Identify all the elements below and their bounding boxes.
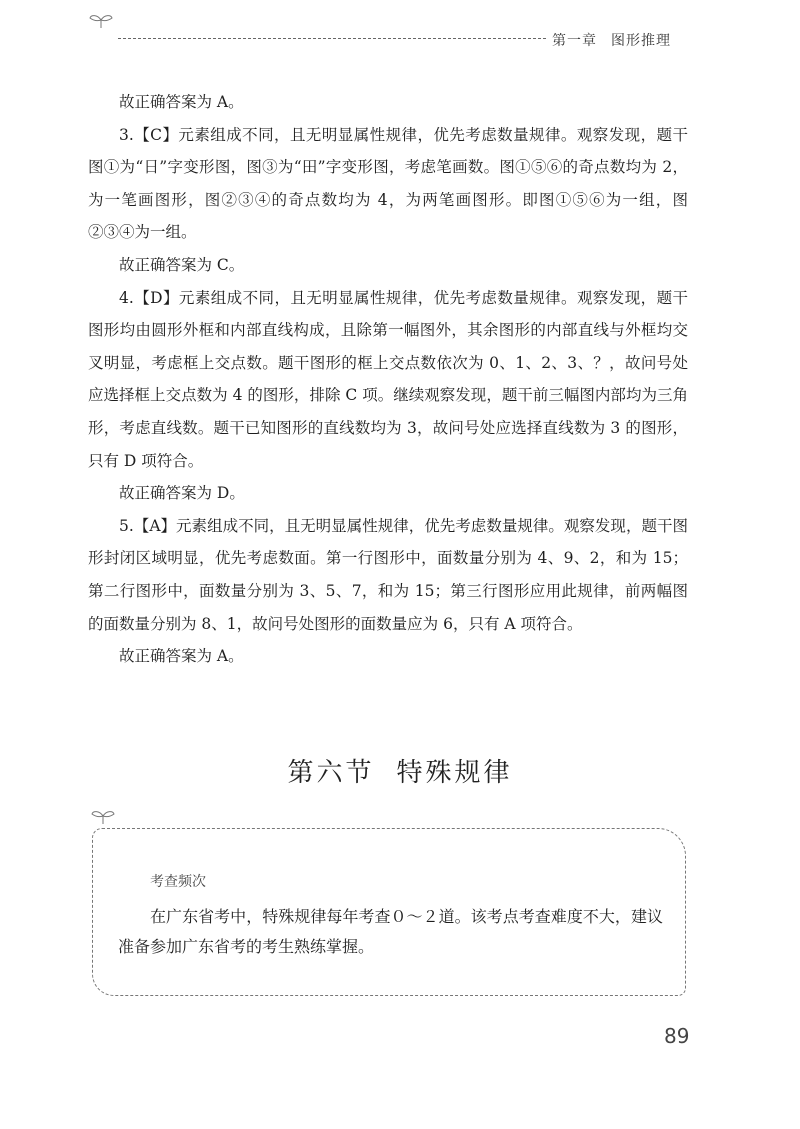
exam-frequency-text: 在广东省考中，特殊规律每年考查０～２道。该考点考查难度不大，建议准备参加广东省考的考生熟练掌握。	[118, 907, 663, 956]
answer-paragraph: 5.【A】元素组成不同，且无明显属性规律，优先考虑数量规律。观察发现，题干图形封闭区域明显，优先考虑数面。第一行图形中，面数量分别为 4、9、2，和为 15；第二行图形中，面数量分别为 3、5、7，和为 15；第三行图形应用此规律，前两幅图的面数量分别为 8、1，故问号处图形的面数量应为 6，只有 A 项符合。	[88, 516, 688, 633]
answer-explanations	[88, 86, 688, 673]
running-header	[552, 30, 671, 50]
answer-paragraph: 4.【D】元素组成不同，且无明显属性规律，优先考虑数量规律。观察发现，题干图形均由圆形外框和内部直线构成，且除第一幅图外，其余图形的内部直线与外框均交叉明显，考虑框上交点数。题干图形的框上交点数依次为 0、1、2、3、？，故问号处应选择框上交点数为 4 的图形，排除 C 项。继续观察发现，题干前三幅图内部均为三角形，考虑直线数。题干已知图形的直线数均为 3，故问号处应选择直线数为 3 的图形，只有 D 项符合。	[88, 288, 688, 470]
answer-paragraph: 3.【C】元素组成不同，且无明显属性规律，优先考虑数量规律。观察发现，题干图①为“日”字变形图，图③为“田”字变形图，考虑笔画数。图①⑤⑥的奇点数均为 2，为一笔画图形，图②③④的奇点数均为 4，为两笔画图形。即图①⑤⑥为一组，图②③④为一组。	[88, 125, 688, 242]
chapter-number: 第一章	[552, 33, 597, 49]
chapter-title: 图形推理	[611, 33, 671, 49]
section-title: 特殊规律	[396, 758, 513, 788]
answer-paragraph: 故正确答案为 A。	[119, 93, 244, 111]
answer-paragraph: 故正确答案为 D。	[119, 484, 245, 503]
section-number: 第六节	[287, 758, 375, 788]
header-sprout-icon	[88, 12, 114, 34]
exam-frequency-label: 考查频次	[150, 874, 206, 890]
header-divider	[118, 38, 546, 39]
page-number: 89	[664, 1024, 690, 1048]
box-sprout-icon	[90, 808, 116, 830]
section-heading	[0, 752, 800, 789]
answer-paragraph: 故正确答案为 A。	[119, 647, 244, 666]
answer-paragraph: 故正确答案为 C。	[119, 255, 245, 274]
